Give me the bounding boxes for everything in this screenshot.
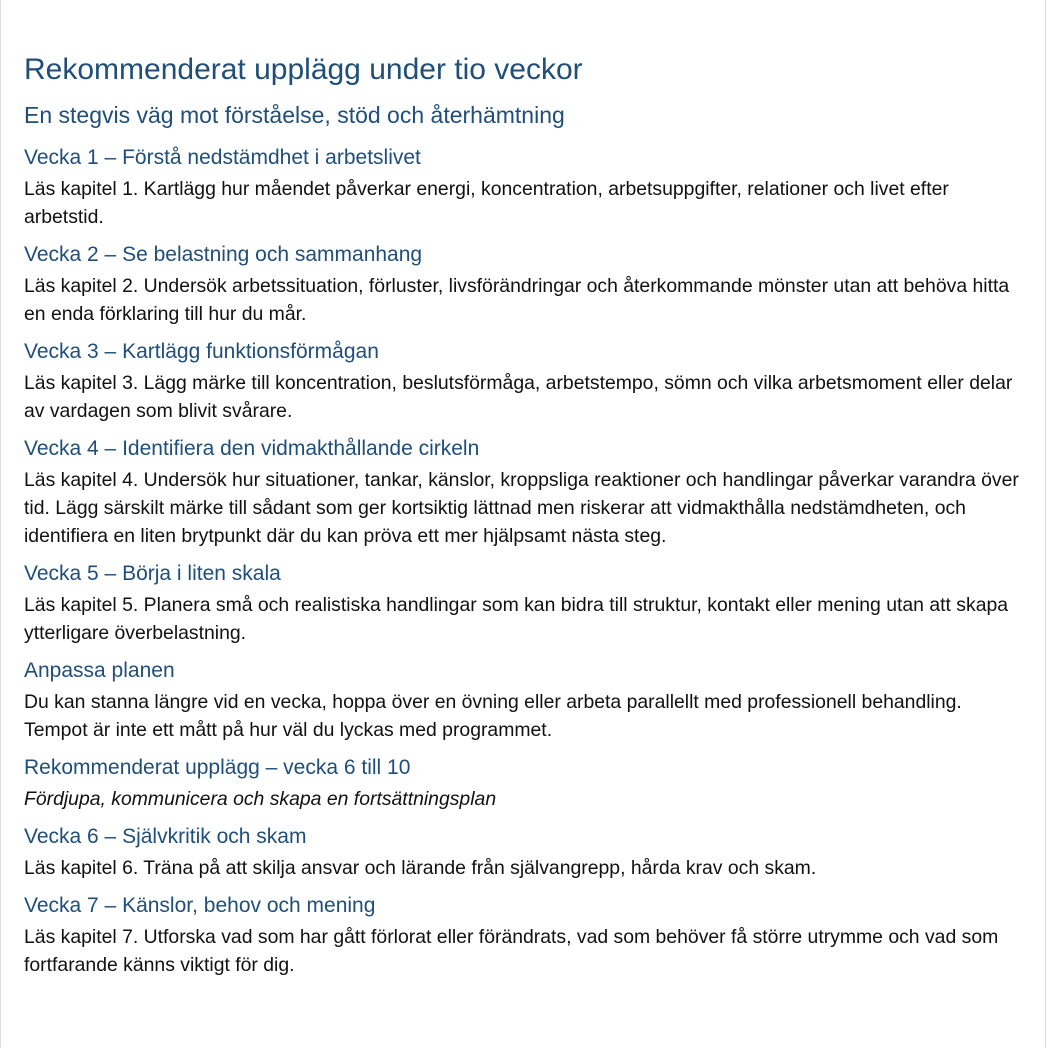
section-heading: Vecka 1 – Förstå nedstämdhet i arbetslivet	[24, 146, 421, 169]
section-body: Läs kapitel 2. Undersök arbetssituation, förluster, livsförändringar och återkommande mönster utan att behöva hitta en enda förklaring till hur du mår.	[24, 275, 1010, 325]
page-title: Rekommenderat upplägg under tio veckor	[24, 53, 583, 86]
section-week-4	[24, 434, 1029, 550]
section-heading: Anpassa planen	[24, 659, 175, 682]
section-weeks-6-10-intro	[24, 753, 1029, 813]
section-heading: Rekommenderat upplägg – vecka 6 till 10	[24, 756, 411, 779]
section-heading: Vecka 5 – Börja i liten skala	[24, 562, 281, 585]
section-heading: Vecka 7 – Känslor, behov och mening	[24, 894, 376, 917]
section-heading: Vecka 3 – Kartlägg funktionsförmågan	[24, 340, 379, 363]
section-week-7	[24, 891, 1029, 979]
section-body: Läs kapitel 4. Undersök hur situationer, tankar, känslor, kroppsliga reaktioner och handlingar påverkar varandra över tid. Lägg särskilt märke till sådant som ger kortsiktig lättnad men riskerar att vidmakthålla nedstämdheten, och identifiera en liten brytpunkt där du kan pröva ett mer hjälpsamt nästa steg.	[24, 469, 1019, 547]
section-week-5	[24, 559, 1029, 647]
section-week-1	[24, 143, 1029, 231]
section-heading: Vecka 6 – Självkritik och skam	[24, 825, 307, 848]
document-content	[24, 50, 1029, 979]
section-body: Läs kapitel 3. Lägg märke till koncentration, beslutsförmåga, arbetstempo, sömn och vilka arbetsmoment eller delar av vardagen som blivit svårare.	[24, 372, 1013, 422]
section-week-2	[24, 240, 1029, 328]
section-body: Läs kapitel 7. Utforska vad som har gått förlorat eller förändrats, vad som behöver få större utrymme och vad som fortfarande känns viktigt för dig.	[24, 926, 999, 976]
section-body: Läs kapitel 5. Planera små och realistiska handlingar som kan bidra till struktur, kontakt eller mening utan att skapa ytterligare överbelastning.	[24, 594, 1009, 644]
section-heading: Vecka 4 – Identifiera den vidmakthållande cirkeln	[24, 437, 480, 460]
section-tagline: Fördjupa, kommunicera och skapa en fortsättningsplan	[24, 788, 497, 810]
page-subtitle: En stegvis väg mot förståelse, stöd och återhämtning	[24, 102, 565, 128]
section-adapt-plan	[24, 656, 1029, 744]
section-body: Du kan stanna längre vid en vecka, hoppa över en övning eller arbeta parallellt med professionell behandling. Tempot är inte ett mått på hur väl du lyckas med programmet.	[24, 691, 962, 741]
section-week-3	[24, 337, 1029, 425]
section-heading: Vecka 2 – Se belastning och sammanhang	[24, 243, 423, 266]
section-body: Läs kapitel 1. Kartlägg hur måendet påverkar energi, koncentration, arbetsuppgifter, relationer och livet efter arbetstid.	[24, 178, 949, 228]
section-week-6	[24, 822, 1029, 882]
section-body: Läs kapitel 6. Träna på att skilja ansvar och lärande från självangrepp, hårda krav och skam.	[24, 857, 817, 879]
